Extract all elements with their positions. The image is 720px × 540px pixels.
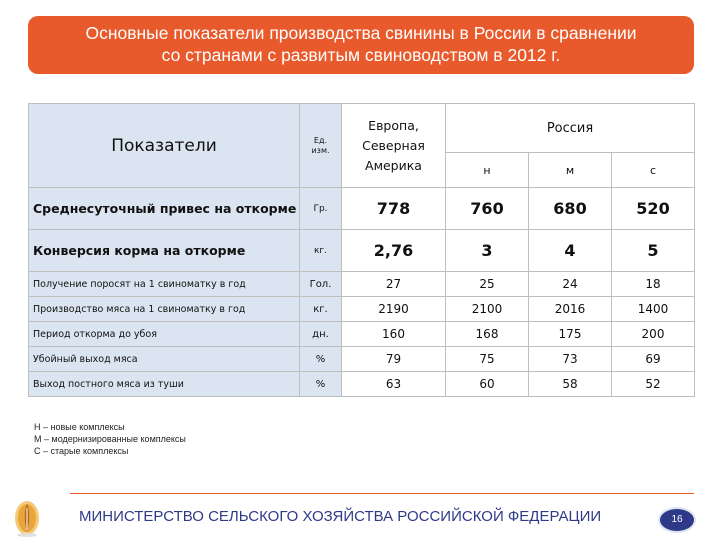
- row-label: Период откорма до убоя: [29, 322, 300, 347]
- row-label: Получение поросят на 1 свиноматку в год: [29, 272, 300, 297]
- cell-m: 680: [529, 188, 612, 230]
- header-unit-line1: Ед.: [313, 135, 328, 145]
- cell-m: 2016: [529, 297, 612, 322]
- cell-europe: 778: [342, 188, 446, 230]
- cell-n: 168: [446, 322, 529, 347]
- header-europe-line2: Северная: [362, 137, 425, 153]
- row-label: Конверсия корма на откорме: [29, 230, 300, 272]
- table-row: [29, 372, 695, 397]
- row-unit: Гол.: [300, 272, 342, 297]
- cell-europe: 2,76: [342, 230, 446, 272]
- table-row: [29, 188, 695, 230]
- table-row: [29, 347, 695, 372]
- cell-s: 18: [612, 272, 695, 297]
- slide-title-line1: Основные показатели производства свинины в России в сравнении: [85, 23, 637, 43]
- cell-m: 4: [529, 230, 612, 272]
- header-unit-line2: изм.: [311, 145, 330, 155]
- legend-modernized: М – модернизированные комплексы: [34, 434, 186, 444]
- header-europe-line1: Европа,: [368, 117, 419, 133]
- row-unit: Гр.: [300, 188, 342, 230]
- table-row: [29, 272, 695, 297]
- legend-new: Н – новые комплексы: [34, 422, 125, 432]
- ministry-emblem-icon: [12, 494, 42, 538]
- cell-s: 520: [612, 188, 695, 230]
- header-sub-m: м: [529, 153, 612, 188]
- cell-europe: 160: [342, 322, 446, 347]
- row-label: Убойный выход мяса: [29, 347, 300, 372]
- row-label: Производство мяса на 1 свиноматку в год: [29, 297, 300, 322]
- header-sub-n: н: [446, 153, 529, 188]
- row-label: Среднесуточный привес на откорме: [29, 188, 300, 230]
- row-unit: дн.: [300, 322, 342, 347]
- cell-s: 5: [612, 230, 695, 272]
- cell-n: 60: [446, 372, 529, 397]
- header-unit: [300, 104, 342, 188]
- cell-europe: 79: [342, 347, 446, 372]
- table-row: [29, 322, 695, 347]
- cell-n: 75: [446, 347, 529, 372]
- row-label: Выход постного мяса из туши: [29, 372, 300, 397]
- cell-s: 1400: [612, 297, 695, 322]
- cell-europe: 63: [342, 372, 446, 397]
- cell-europe: 2190: [342, 297, 446, 322]
- cell-m: 175: [529, 322, 612, 347]
- slide-title-banner: [28, 16, 694, 74]
- table-header-row: [29, 104, 695, 153]
- row-unit: %: [300, 372, 342, 397]
- row-unit: %: [300, 347, 342, 372]
- table-row: [29, 297, 695, 322]
- page-number-badge: 16: [660, 509, 694, 531]
- header-europe-line3: Америка: [365, 157, 422, 173]
- table-row: [29, 230, 695, 272]
- header-sub-s: с: [612, 153, 695, 188]
- cell-m: 58: [529, 372, 612, 397]
- header-russia: Россия: [446, 104, 695, 153]
- footer-ministry-name: МИНИСТЕРСТВО СЕЛЬСКОГО ХОЗЯЙСТВА РОССИЙСКОЙ ФЕДЕРАЦИИ: [79, 508, 602, 525]
- row-unit: кг.: [300, 230, 342, 272]
- cell-s: 52: [612, 372, 695, 397]
- cell-n: 25: [446, 272, 529, 297]
- cell-n: 2100: [446, 297, 529, 322]
- header-europe: [342, 104, 446, 188]
- footer-divider: [70, 493, 694, 494]
- header-indicator: Показатели: [29, 104, 300, 188]
- cell-europe: 27: [342, 272, 446, 297]
- cell-n: 760: [446, 188, 529, 230]
- cell-m: 24: [529, 272, 612, 297]
- cell-s: 69: [612, 347, 695, 372]
- row-unit: кг.: [300, 297, 342, 322]
- cell-m: 73: [529, 347, 612, 372]
- cell-n: 3: [446, 230, 529, 272]
- legend: [34, 421, 186, 457]
- legend-old: С – старые комплексы: [34, 446, 129, 456]
- cell-s: 200: [612, 322, 695, 347]
- indicators-table: [28, 103, 695, 397]
- slide-title-line2: со странами с развитым свиноводством в 2012 г.: [161, 45, 561, 65]
